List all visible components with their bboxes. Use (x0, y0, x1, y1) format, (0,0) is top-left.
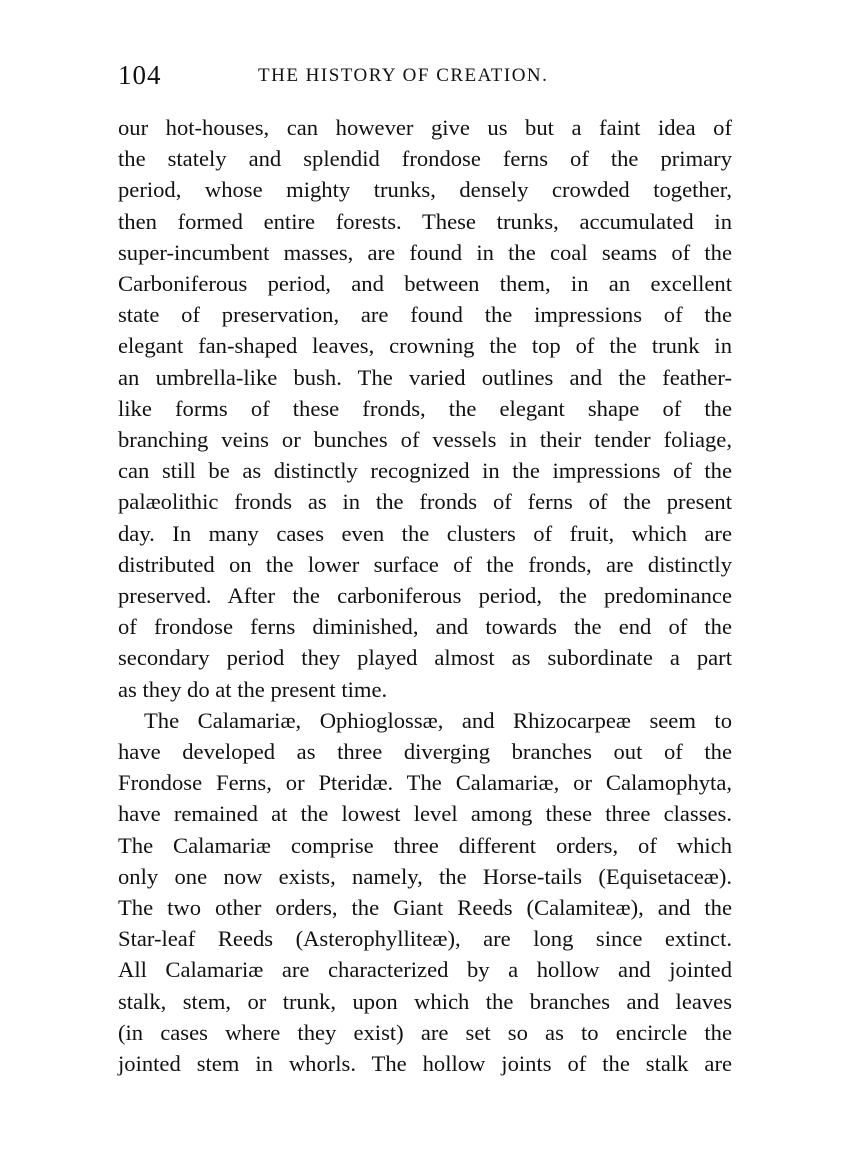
text-line: as they do at the present time. (118, 676, 388, 702)
text-line: day. In many cases even the clusters of fruit, which are (118, 520, 732, 546)
text-line: branching veins or bunches of vessels in their tender foliage, (118, 427, 732, 453)
text-line: have remained at the lowest level among these three classes. (118, 801, 732, 827)
text-line: have developed as three diverging branches out of the (118, 739, 732, 765)
text-line: an umbrella-like bush. The varied outlines and the feather- (118, 364, 732, 390)
text-line: jointed stem in whorls. The hollow joints of the stalk are (118, 1051, 732, 1077)
paragraph-1 (118, 112, 732, 705)
running-head (118, 58, 732, 98)
text-line: super-incumbent masses, are found in the coal seams of the (118, 239, 732, 265)
paragraph-2 (118, 705, 732, 1079)
text-line: Frondose Ferns, or Pteridæ. The Calamariæ, or Calamophyta, (118, 770, 732, 796)
text-line: state of preservation, are found the impressions of the (118, 302, 732, 328)
book-page (118, 58, 732, 1079)
text-line: Star-leaf Reeds (Asterophylliteæ), are long since extinct. (118, 926, 732, 952)
page-number: 104 (118, 60, 162, 90)
text-line: Carboniferous period, and between them, in an excellent (118, 271, 732, 297)
text-line: preserved. After the carboniferous period, the predominance (118, 583, 732, 609)
text-line: distributed on the lower surface of the fronds, are distinctly (118, 551, 732, 577)
text-line: can still be as distinctly recognized in the impressions of the (118, 458, 732, 484)
text-line: then formed entire forests. These trunks, accumulated in (118, 208, 732, 234)
text-line: The Calamariæ, Ophioglossæ, and Rhizocarpeæ seem to (144, 707, 732, 733)
body-text (118, 112, 732, 1079)
text-line: stalk, stem, or trunk, upon which the branches and leaves (118, 988, 732, 1014)
running-title: THE HISTORY OF CREATION. (258, 65, 549, 86)
text-line: only one now exists, namely, the Horse-tails (Equisetaceæ). (118, 863, 732, 889)
text-line: period, whose mighty trunks, densely crowded together, (118, 177, 732, 203)
text-line: the stately and splendid frondose ferns of the primary (118, 146, 732, 172)
text-line: The Calamariæ comprise three different orders, of which (118, 832, 732, 858)
text-line: (in cases where they exist) are set so as to encircle the (118, 1019, 732, 1045)
text-line: The two other orders, the Giant Reeds (Calamiteæ), and the (118, 895, 732, 921)
text-line: All Calamariæ are characterized by a hollow and jointed (118, 957, 732, 983)
text-line: palæolithic fronds as in the fronds of ferns of the present (118, 489, 732, 515)
text-line: elegant fan-shaped leaves, crowning the top of the trunk in (118, 333, 732, 359)
text-line: of frondose ferns diminished, and towards the end of the (118, 614, 732, 640)
text-line: secondary period they played almost as subordinate a part (118, 645, 732, 671)
text-line: like forms of these fronds, the elegant shape of the (118, 395, 732, 421)
text-line: our hot-houses, can however give us but a faint idea of (118, 115, 732, 140)
